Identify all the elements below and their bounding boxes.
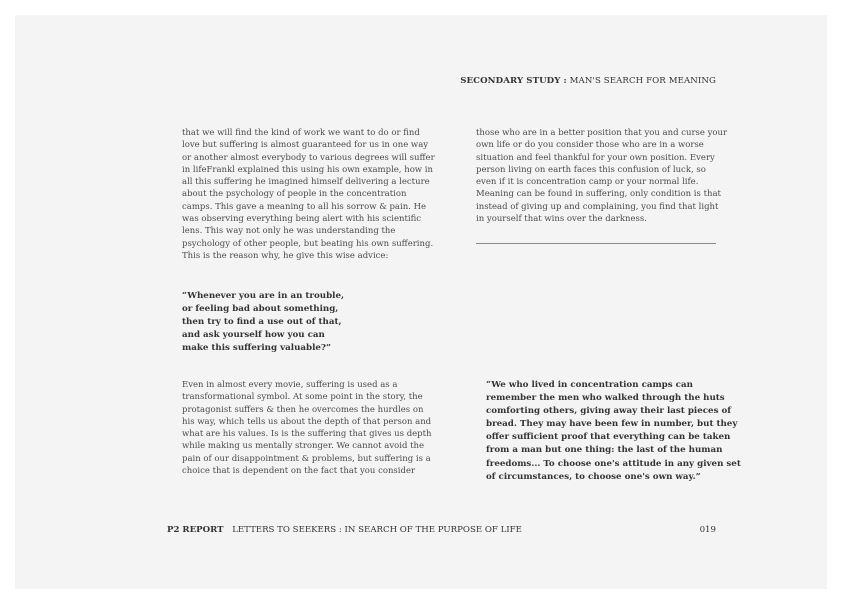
quote-line: “Whenever you are in an trouble, <box>182 291 345 301</box>
quote-line: then try to find a use out of that, <box>182 317 342 328</box>
text-line: about the psychology of people in the concentration <box>182 189 407 200</box>
text-line: while making us mentally stronger. We cannot avoid the <box>182 441 425 452</box>
text-line: Meaning can be found in suffering, only condition is that <box>476 189 721 200</box>
text-line: lens. This way not only he was understanding the <box>182 226 396 237</box>
quote-line: of circumstances, to choose one's own way.” <box>486 471 701 482</box>
text-line: that we will find the kind of work we want to do or find <box>182 128 420 138</box>
left-paragraph-2 <box>182 379 432 477</box>
text-line: protagonist suffers & then he overcomes the hurdles on <box>182 404 424 415</box>
header-title: MAN'S SEARCH FOR MEANING <box>569 76 716 86</box>
text-line: choice that is dependent on the fact that you consider <box>182 466 416 477</box>
text-line: own life or do you consider those who are in a worse <box>476 140 704 151</box>
quote-line: comforting others, giving away their last pieces of <box>486 406 732 417</box>
quote-line: from a man but one thing: the last of the human <box>486 445 723 456</box>
footer-title: LETTERS TO SEEKERS : IN SEARCH OF THE PURPOSE OF LIFE <box>232 525 522 535</box>
quote-line: freedoms... To choose one's attitude in any given set <box>486 458 741 469</box>
quote-line: make this suffering valuable?” <box>182 343 332 354</box>
text-line: psychology of other people, but beating his own suffering. <box>182 238 434 249</box>
quote-line: offer sufficient proof that everything can be taken <box>486 432 731 443</box>
text-line: instead of giving up and complaining, you find that light <box>476 201 719 212</box>
text-line: was observing everything being alert with his scientific <box>182 214 422 225</box>
page-footer <box>167 525 522 535</box>
footer-report-label: P2 REPORT <box>167 525 224 535</box>
text-line: camps. This gave a meaning to all his sorrow & pain. He <box>182 201 427 212</box>
text-line: love but suffering is almost guaranteed for us in one way <box>182 140 429 151</box>
text-line: in lifeFrankl explained this using his own example, how in <box>182 164 433 175</box>
page-header <box>460 76 716 86</box>
text-line: situation and feel thankful for your own position. Every <box>476 152 715 163</box>
quote-line: bread. They may have been few in number, but they <box>486 419 738 430</box>
text-line: pain of our disappointment & problems, but suffering is a <box>182 453 431 464</box>
text-line: This is the reason why, he give this wise advice: <box>182 250 389 261</box>
text-line: in yourself that wins over the darkness. <box>476 214 647 225</box>
text-line: all this suffering he imagined himself delivering a lecture <box>182 177 430 188</box>
section-divider <box>476 243 716 244</box>
quote-line: or feeling bad about something, <box>182 304 339 315</box>
text-line: or another almost everybody to various degrees will suffer <box>182 152 435 163</box>
right-paragraph <box>476 127 727 225</box>
header-title-bold: SECONDARY STUDY : <box>460 76 567 86</box>
text-line: those who are in a better position that you and curse your <box>476 128 728 138</box>
text-line: Even in almost every movie, suffering is used as a <box>182 380 398 390</box>
text-line: person living on earth faces this confusion of luck, so <box>476 164 706 175</box>
text-line: transformational symbol. At some point in the story, the <box>182 392 423 403</box>
right-pull-quote <box>486 379 741 484</box>
quote-line: and ask yourself how you can <box>182 330 325 341</box>
left-paragraph-1 <box>182 127 435 262</box>
page-number: 019 <box>699 525 716 535</box>
document-page <box>15 15 827 589</box>
quote-line: “We who lived in concentration camps can <box>486 380 693 390</box>
text-line: what are his values. Is is the suffering that gives us depth <box>182 429 432 440</box>
text-line: his way, which tells us about the depth of that person and <box>182 416 432 427</box>
quote-line: remember the men who walked through the huts <box>486 393 725 404</box>
text-line: even if it is concentration camp or your normal life. <box>476 177 699 188</box>
left-pull-quote <box>182 290 344 355</box>
